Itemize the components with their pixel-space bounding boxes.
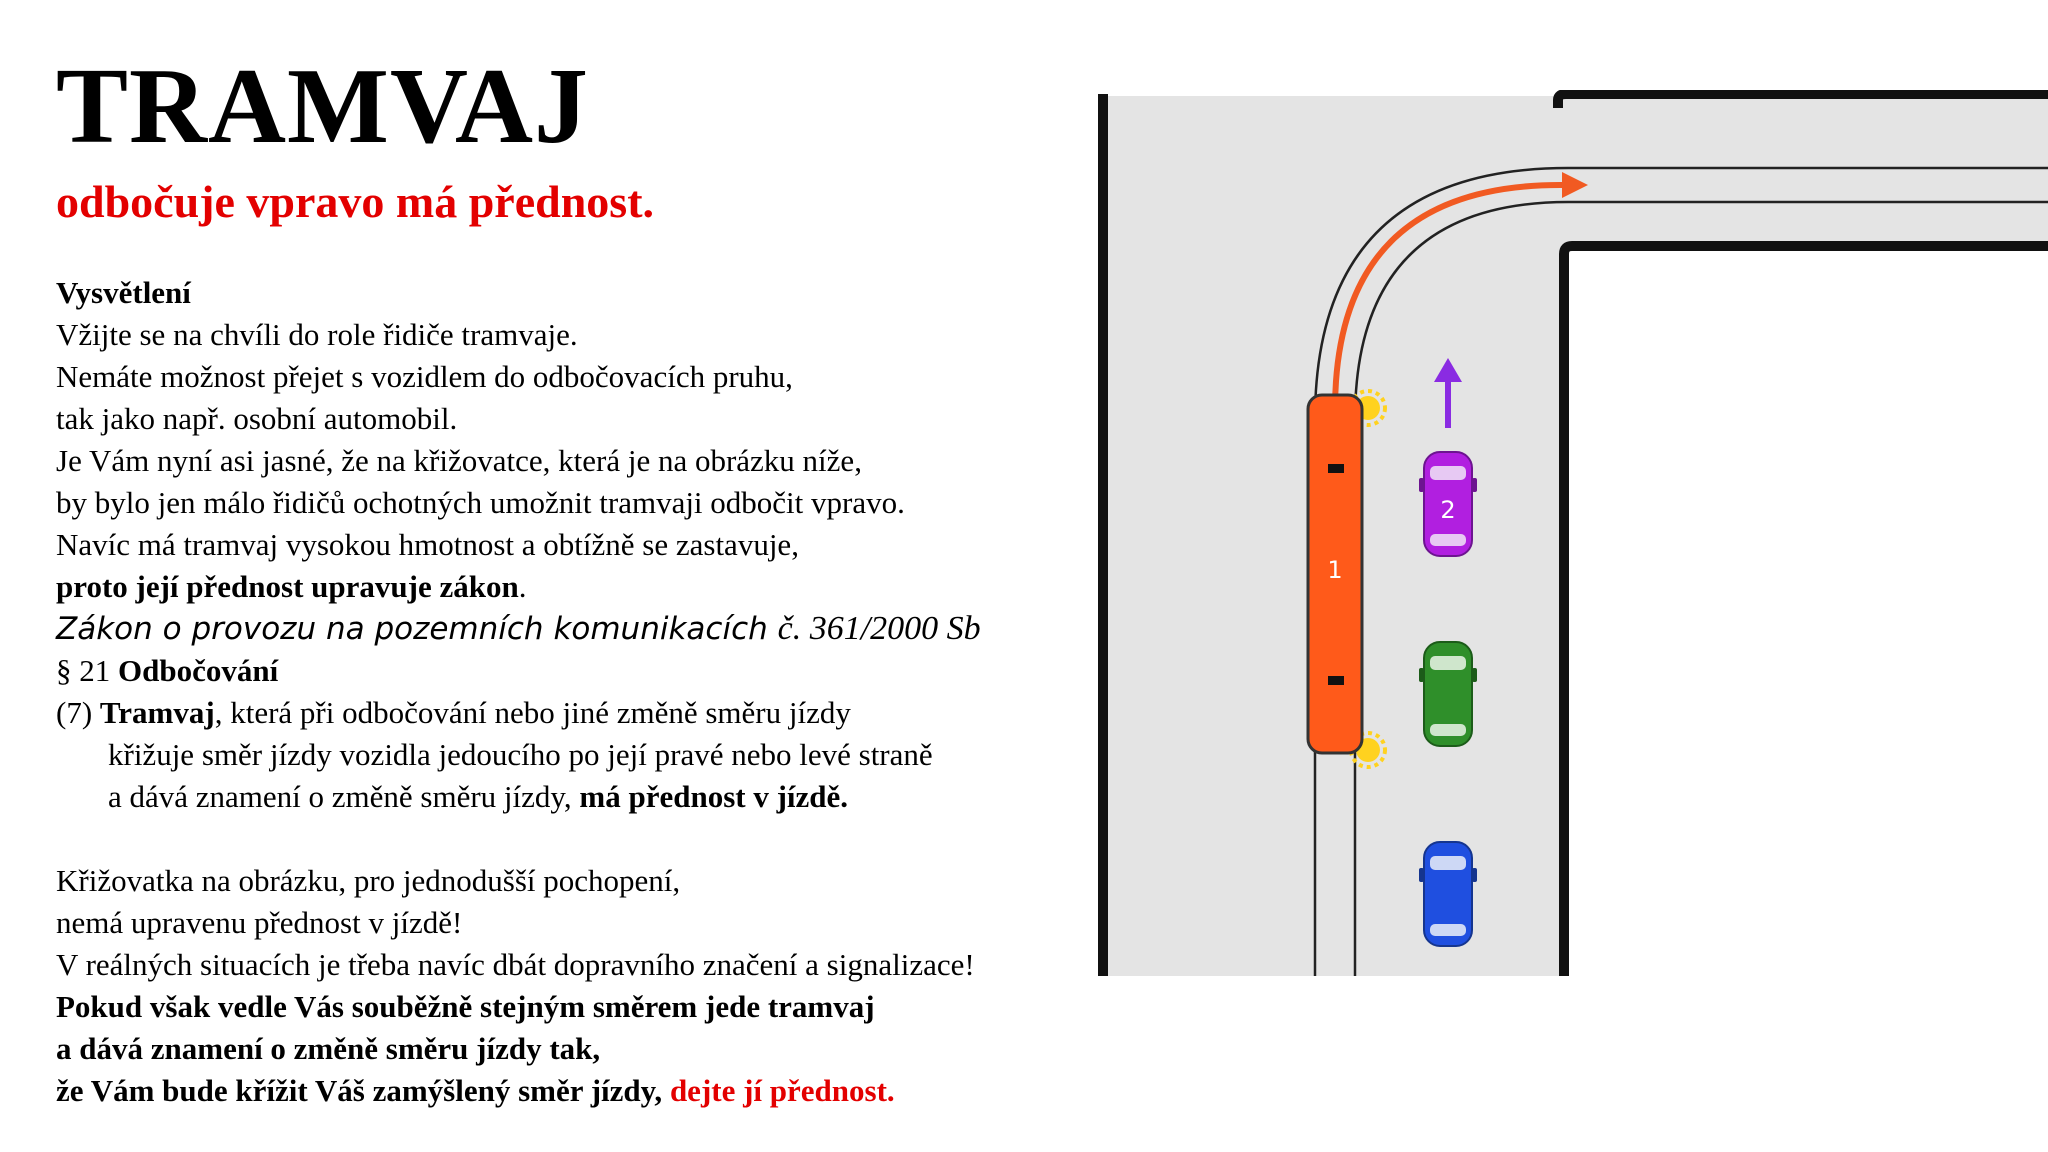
tram-door	[1328, 464, 1344, 473]
note-line: V reálných situacích je třeba navíc dbát dopravního značení a signalizace!	[56, 947, 975, 982]
explanation-text	[56, 272, 1096, 1112]
note-bold-line: a dává znamení o změně směru jízdy tak,	[56, 1031, 601, 1066]
note-line: Křižovatka na obrázku, pro jednodušší pochopení,	[56, 863, 681, 898]
law-section	[56, 650, 1096, 692]
explanation-line: Nemáte možnost přejet s vozidlem do odbočovacích pruhu,	[56, 359, 793, 394]
law-title-text: Zákon o provozu na pozemních komunikacích	[56, 611, 778, 647]
explanation-law-line	[56, 566, 1096, 608]
tram-label: 1	[1327, 556, 1343, 584]
law-paragraph-line	[56, 692, 1096, 734]
note-final-line	[56, 1070, 1096, 1112]
paragraph-text: a dává znamení o změně směru jízdy,	[108, 779, 580, 814]
spacer	[56, 818, 1096, 860]
law-dot: .	[518, 569, 527, 604]
note-line: nemá upravenu přednost v jízdě!	[56, 905, 463, 940]
paragraph-text: , která při odbočování nebo jiné změně směru jízdy	[214, 695, 851, 730]
corner-block	[1560, 250, 2048, 980]
section-number: § 21	[56, 653, 118, 688]
car-label: 2	[1440, 496, 1456, 524]
left-curb	[1098, 94, 1108, 976]
section-name: Odbočování	[118, 653, 279, 688]
explanation-line: Navíc má tramvaj vysokou hmotnost a obtížně se zastavuje,	[56, 527, 799, 562]
note-bold-line: Pokud však vedle Vás souběžně stejným směrem jede tramvaj	[56, 989, 875, 1024]
car-blue	[1419, 842, 1477, 946]
explanation-heading: Vysvětlení	[56, 275, 191, 310]
paragraph-subject: Tramvaj	[99, 695, 215, 730]
car-purple	[1419, 452, 1477, 556]
law-emphasis: proto její přednost upravuje zákon	[56, 569, 519, 604]
law-number: č. 361/2000 Sb	[777, 610, 981, 647]
law-paragraph-line	[56, 776, 1096, 818]
explanation-line: by bylo jen málo řidičů ochotných umožnit tramvaji odbočit vpravo.	[56, 485, 905, 520]
page-subtitle: odbočuje vpravo má přednost.	[56, 176, 655, 227]
explanation-line: tak jako např. osobní automobil.	[56, 401, 458, 436]
intersection-diagram	[1090, 90, 2048, 980]
note-final-text: že Vám bude křížit Váš zamýšlený směr jízdy,	[56, 1073, 670, 1108]
tram	[1308, 395, 1362, 753]
law-title	[56, 608, 1096, 650]
explanation-line: Vžijte se na chvíli do role řidiče tramvaje.	[56, 317, 578, 352]
note-final-emphasis: dejte jí přednost.	[669, 1073, 895, 1108]
paragraph-number: (7)	[56, 695, 100, 730]
tram-door	[1328, 676, 1344, 685]
car-green	[1419, 642, 1477, 746]
explanation-line: Je Vám nyní asi jasné, že na křižovatce, která je na obrázku níže,	[56, 443, 862, 478]
paragraph-conclusion: má přednost v jízdě.	[579, 779, 849, 814]
law-paragraph-line: křižuje směr jízdy vozidla jedoucího po její pravé nebo levé straně	[108, 737, 933, 772]
page-title: TRAMVAJ	[56, 47, 590, 166]
